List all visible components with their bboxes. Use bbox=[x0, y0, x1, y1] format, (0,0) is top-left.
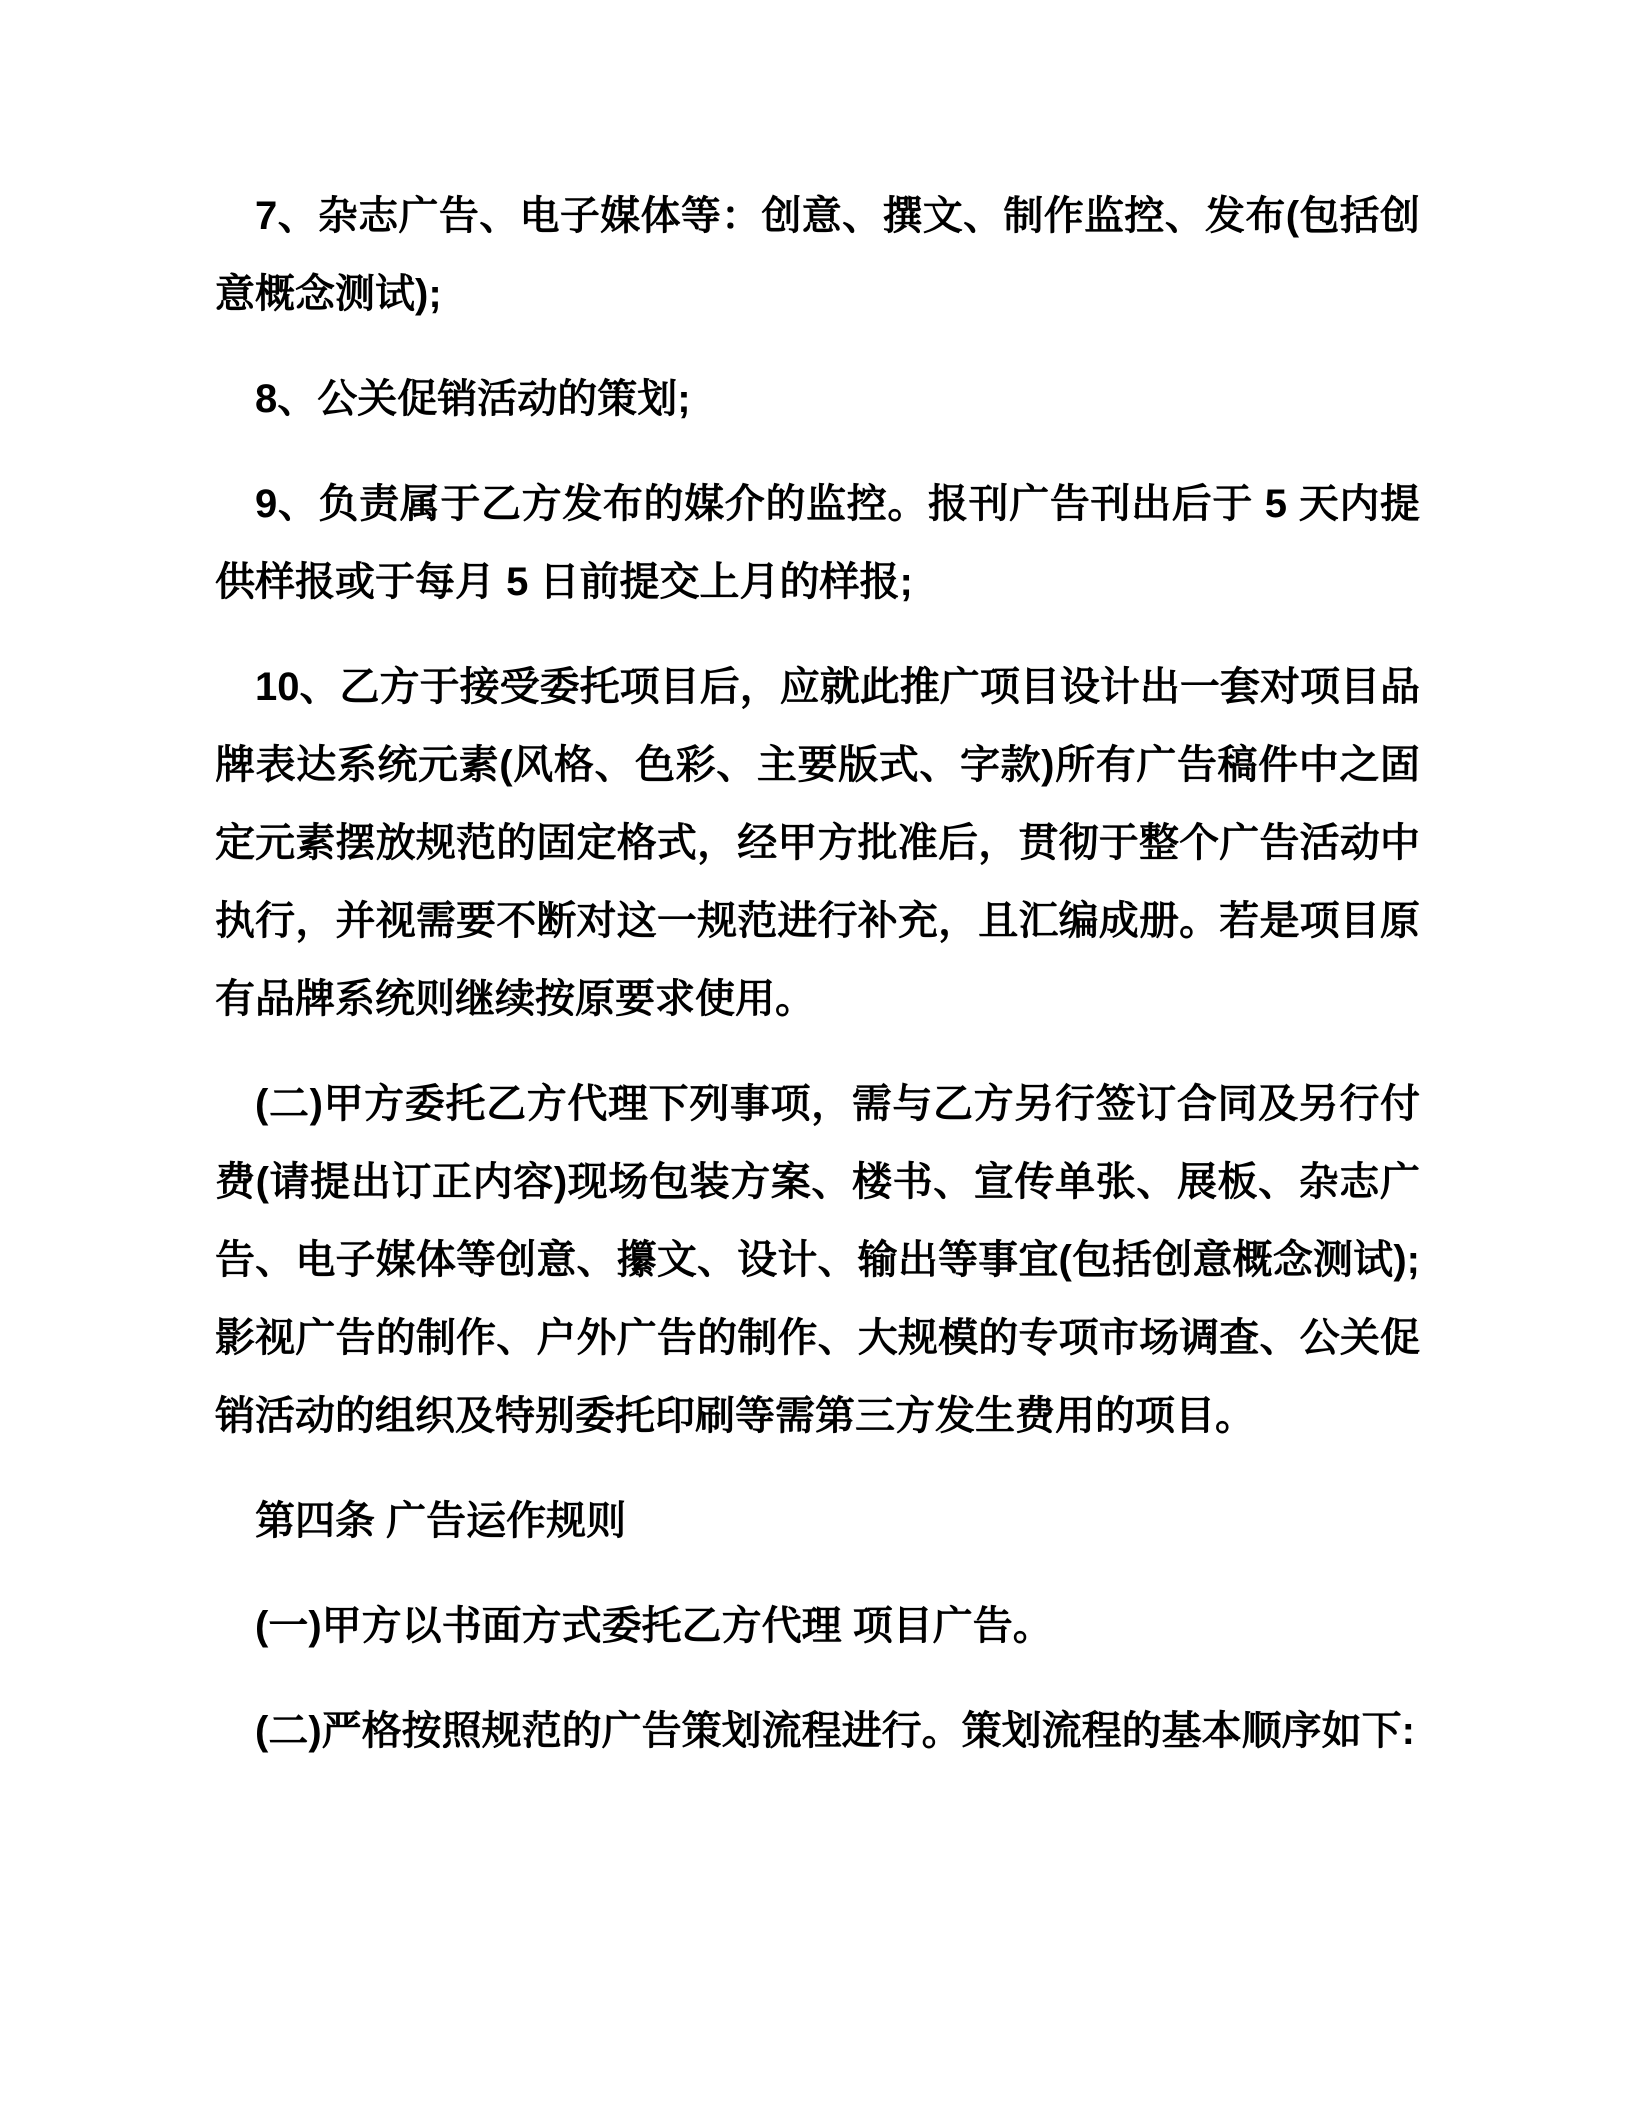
paragraph-list-item-7: 7、杂志广告、电子媒体等：创意、撰文、制作监控、发布(包括创意概念测试); bbox=[215, 194, 1420, 316]
paragraph-list-item-10: 10、乙方于接受委托项目后，应就此推广项目设计出一套对项目品牌表达系统元素(风格、色彩、主要版式、字款)所有广告稿件中之固定元素摆放规范的固定格式，经甲方批准后，贯彻于整个广告活动中执行，并视需要不断对这一规范进行补充，且汇编成册。若是项目原有品牌系统则继续按原要求使用。 bbox=[215, 665, 1420, 1021]
paragraph-article-4-clause-2: (二)严格按照规范的广告策划流程进行。策划流程的基本顺序如下: bbox=[255, 1709, 1415, 1753]
document-page bbox=[215, 177, 1420, 1797]
paragraph-list-item-9: 9、负责属于乙方发布的媒介的监控。报刊广告刊出后于 5 天内提供样报或于每月 5 日前提交上月的样报; bbox=[215, 482, 1420, 604]
paragraph-clause-2-delegated-items: (二)甲方委托乙方代理下列事项，需与乙方另行签订合同及另行付费(请提出订正内容)现场包装方案、楼书、宣传单张、展板、杂志广告、电子媒体等创意、攥文、设计、输出等事宜(包括创意概念测试);影视广告的制作、户外广告的制作、大规模的专项市场调查、公关促销活动的组织及特别委托印刷等需第三方发生费用的项目。 bbox=[215, 1082, 1420, 1438]
paragraph-article-4-clause-1: (一)甲方以书面方式委托乙方代理 项目广告。 bbox=[255, 1604, 1053, 1648]
section-heading-article-4: 第四条 广告运作规则 bbox=[255, 1499, 627, 1543]
paragraph-list-item-8: 8、公关促销活动的策划; bbox=[255, 377, 691, 421]
